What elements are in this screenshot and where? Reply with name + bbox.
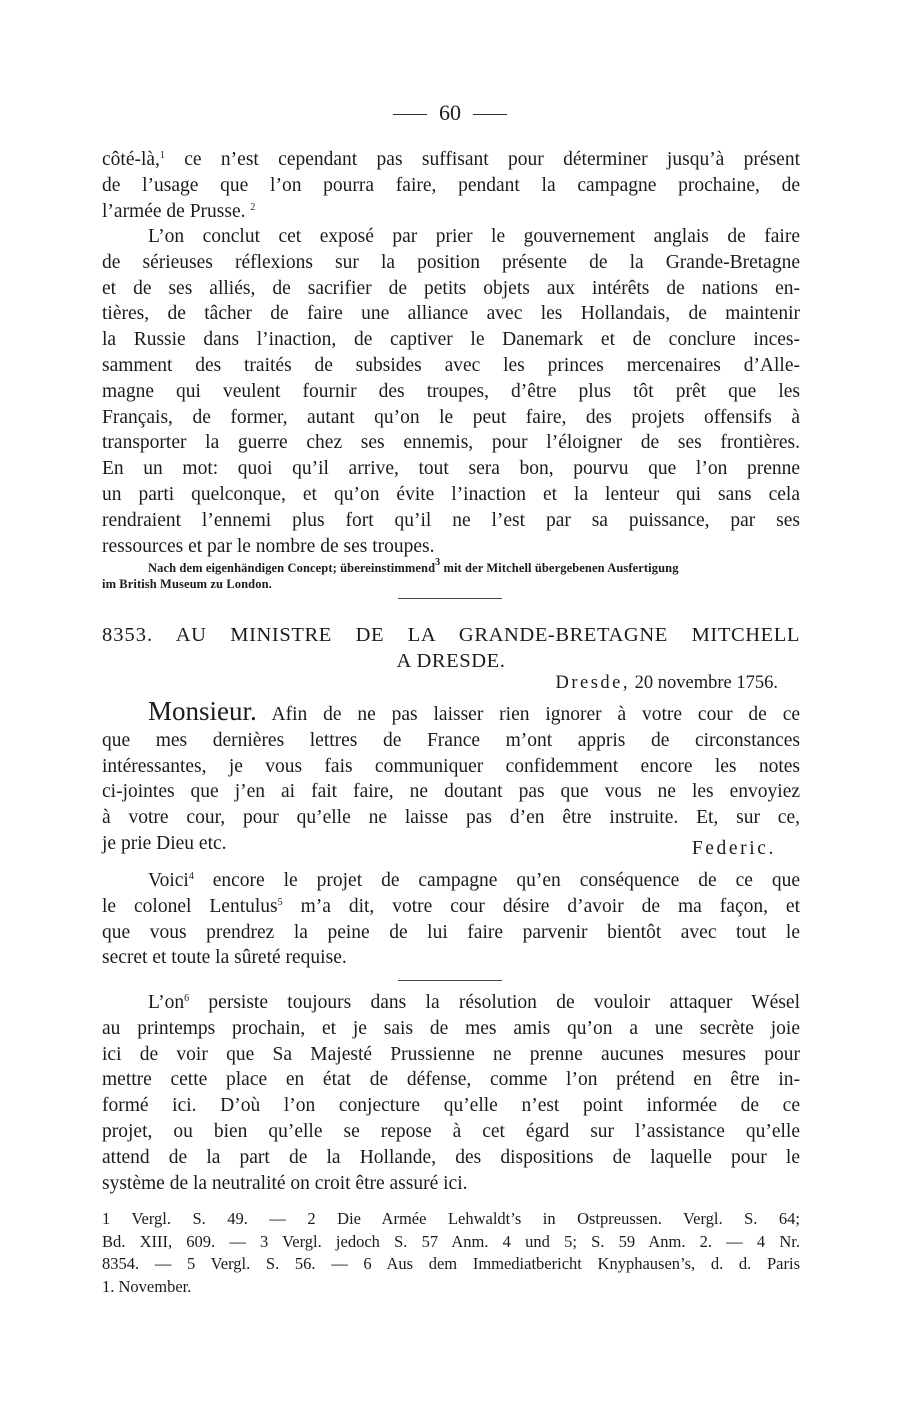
text-line	[102, 894, 800, 920]
text-line	[102, 868, 800, 894]
footnote-ref: 2	[250, 201, 256, 213]
footnote-line: 1. November.	[102, 1276, 192, 1296]
date-place: Dresde,	[555, 673, 631, 693]
text-line: mettre cette place en état de défense, comme l’on prétend en être in-	[102, 1069, 800, 1091]
text-run: le colonel Lentulus	[102, 895, 278, 917]
text-line: projet, ou bien qu’elle se repose à cet égard sur l’assistance qu’elle	[102, 1120, 800, 1142]
text-line: la Russie dans l’inaction, de captiver le Danemark et de conclure inces-	[102, 329, 800, 351]
footnote-ref: 6	[184, 993, 190, 1004]
text-line: formé ici. D’où l’on conjecture qu’elle n’est point informée de ce	[102, 1095, 800, 1117]
text-run: encore le projet de campagne qu’en conséquence de ce que	[193, 870, 800, 891]
text-line	[102, 199, 800, 225]
enclosure-note-2	[102, 990, 800, 1196]
text-line: système de la neutralité on croit être assuré ici.	[102, 1172, 468, 1194]
page-number: 60	[439, 100, 461, 125]
text-line: je prie Dieu etc.	[102, 832, 227, 854]
footnote-ref: 1	[159, 150, 165, 161]
heading-line	[102, 622, 800, 648]
heading-title: AU MINISTRE DE LA GRANDE-BRETAGNE MITCHELL	[175, 624, 800, 646]
text-line: un parti quelconque, et qu’on évite l’inaction et la lenteur qui sans cela	[102, 483, 800, 505]
footnote-ref: 3	[435, 557, 441, 568]
text-line: ci-jointes que j’en ai fait faire, ne doutant pas que vous ne les envoyiez	[102, 781, 800, 803]
text-line	[102, 990, 800, 1016]
source-note-line: im British Museum zu London.	[102, 577, 272, 591]
footnote-line: 8354. — 5 Vergl. S. 56. — 6 Aus dem Immediatbericht Knyphausen’s, d. d. Paris	[102, 1254, 800, 1273]
footnotes	[102, 1208, 800, 1298]
heading-line: A DRESDE.	[396, 650, 506, 672]
continuation-paragraph	[102, 147, 800, 224]
source-note-line	[102, 557, 800, 576]
footnote-ref: 4	[188, 871, 194, 882]
text-line	[102, 696, 800, 728]
text-line	[102, 147, 800, 173]
text-run: l’armée de Prusse.	[102, 200, 246, 222]
text-line: de sérieuses réflexions sur la position présente de la Grande-Bretagne	[102, 251, 800, 273]
date-text: 20 novembre 1756.	[630, 673, 778, 693]
document-heading	[102, 622, 800, 674]
text-run: mit der Mitchell übergebenen Ausfertigung	[440, 561, 679, 575]
source-note	[102, 557, 800, 592]
text-line: secret et toute la sûreté requise.	[102, 947, 347, 969]
text-line: tières, de tâcher de faire une alliance avec les Hollandais, de maintenir	[102, 303, 800, 325]
footnote-ref: 5	[277, 896, 283, 908]
document-number: 8353.	[102, 624, 154, 646]
signature: Federic.	[691, 838, 776, 859]
text-line: Français, de former, autant qu’on le peut faire, des projets offensifs à	[102, 406, 800, 428]
enclosure-note-1	[102, 868, 800, 971]
text-run: m’a dit, votre cour désire d’avoir de ma façon, et	[282, 895, 800, 917]
text-line: attend de la part de la Hollande, des dispositions de laquelle pour le	[102, 1146, 800, 1168]
text-line: samment des traités de subsides avec les princes mercenaires d’Alle-	[102, 354, 800, 376]
text-line: à votre cour, pour qu’elle ne laisse pas d’en être instruite. Et, sur ce,	[102, 807, 800, 829]
dateline	[555, 673, 778, 694]
text-run: Voici	[148, 870, 189, 891]
text-run: persiste toujours dans la résolution de vouloir attaquer Wésel	[189, 992, 800, 1013]
page-header	[0, 100, 900, 126]
conclusion-paragraph	[102, 224, 800, 559]
text-line: ici de voir que Sa Majesté Prussienne ne prenne aucunes mesures pour	[102, 1043, 800, 1065]
text-line: et de ses alliés, de sacrifier de petits objets aux intérêts de nations en-	[102, 277, 800, 299]
salutation: Monsieur.	[148, 696, 257, 726]
section-divider	[398, 598, 502, 599]
header-dash-left	[393, 114, 427, 115]
text-line: que mes dernières lettres de France m’ont appris de circonstances	[102, 729, 800, 751]
section-divider	[398, 980, 502, 981]
text-line: transporter la guerre chez ses ennemis, pour l’éloigner de ses frontières.	[102, 432, 800, 454]
text-line: En un mot: quoi qu’il arrive, tout sera bon, pourvu que l’on prenne	[102, 458, 800, 480]
text-line: de l’usage que l’on pourra faire, pendant la campagne prochaine, de	[102, 174, 800, 196]
text-run: ce n’est cependant pas suffisant pour déterminer jusqu’à présent	[164, 149, 800, 170]
footnote-line: Bd. XIII, 609. — 3 Vergl. jedoch S. 57 Anm. 4 und 5; S. 59 Anm. 2. — 4 Nr.	[102, 1231, 800, 1251]
text-line: que vous prendrez la peine de lui faire parvenir bientôt avec tout le	[102, 921, 800, 943]
text-line: ressources et par le nombre de ses troupes.	[102, 535, 435, 557]
footnote-line: 1 Vergl. S. 49. — 2 Die Armée Lehwaldt’s in Ostpreussen. Vergl. S. 64;	[102, 1209, 800, 1228]
text-line: L’on conclut cet exposé par prier le gouvernement anglais de faire	[148, 226, 800, 247]
text-line: magne qui veulent fournir des troupes, d’être plus tôt prêt que les	[102, 380, 800, 402]
text-run: Afin de ne pas laisser rien ignorer à votre cour de ce	[256, 704, 800, 725]
letter-body	[102, 696, 800, 857]
header-dash-right	[473, 114, 507, 115]
text-line: intéressantes, je vous fais communiquer confidemment encore les notes	[102, 755, 800, 777]
text-run: côté-là,	[102, 149, 160, 170]
text-line: au printemps prochain, et je sais de mes amis qu’on a une secrète joie	[102, 1017, 800, 1039]
text-line: rendraient l’ennemi plus fort qu’il ne l’est par sa puissance, par ses	[102, 509, 800, 531]
text-run: L’on	[148, 992, 185, 1013]
text-run: Nach dem eigenhändigen Concept; übereinstimmend	[148, 561, 436, 575]
